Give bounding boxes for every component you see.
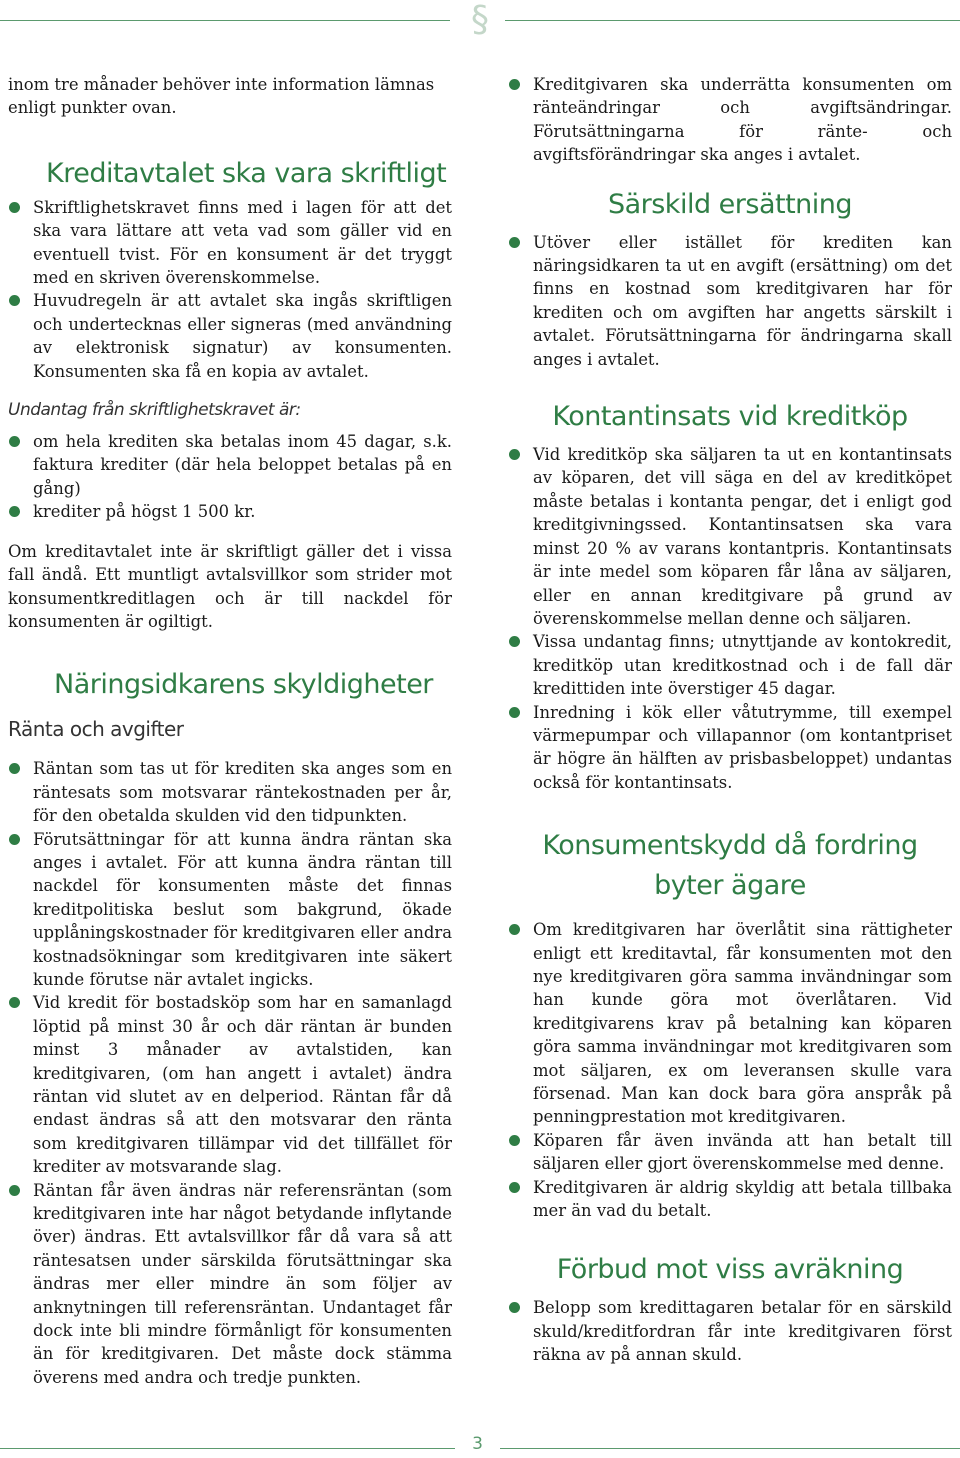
bullet-icon <box>9 202 20 213</box>
ranta-list <box>8 757 452 1389</box>
konsumentskydd-list <box>508 918 952 1222</box>
bullet-icon <box>509 1182 520 1193</box>
bullet-icon <box>9 763 20 774</box>
bullet-icon <box>509 636 520 647</box>
right-column <box>508 73 952 1367</box>
list-item-text: krediter på högst 1 500 kr. <box>33 502 256 522</box>
list-item <box>508 443 952 630</box>
heading-sarskild-ersattning: Särskild ersättning <box>607 188 853 220</box>
list-item <box>8 289 452 383</box>
list-item <box>8 430 452 500</box>
underratta-list <box>508 73 952 167</box>
bullet-icon <box>509 237 520 248</box>
list-item <box>8 757 452 827</box>
bullet-icon <box>509 79 520 90</box>
skriftligt-list <box>8 196 452 383</box>
list-item <box>8 500 452 523</box>
list-item <box>508 701 952 795</box>
list-item <box>508 918 952 1129</box>
list-item <box>508 630 952 700</box>
list-item-text: om hela krediten ska betalas inom 45 dagar, s.k. faktura krediter (där hela beloppet betalas på en gång) <box>33 432 452 498</box>
ogiltigt-paragraph: Om kreditavtalet inte är skriftligt gäller det i vissa fall ändå. Ett muntligt avtalsvillkor som strider mot konsumentkreditlagen och är till nackdel för konsumenten är ogiltigt. <box>8 541 452 631</box>
heading-konsumentskydd <box>508 826 952 906</box>
list-item <box>8 196 452 290</box>
list-item-text: Vid kredit för bostadsköp som har en samanlagd löptid på minst 30 år och där räntan är bunden minst 3 månader av avtalstiden, kan kreditgivaren, (om han angett i avtalet) ändra räntan vid slutet av en delperiod. Räntan får då endast ändras så att den motsvarar den ränta som kreditgivaren tillämpar vid det tillfället för krediter av motsvarande slag. <box>33 993 452 1177</box>
list-item <box>8 991 452 1178</box>
bullet-icon <box>509 707 520 718</box>
footer-rule-left <box>0 1448 455 1449</box>
list-item-text: Vissa undantag finns; utnyttjande av kontokredit, kreditköp utan kreditkostnad och i de fall där kredittiden inte överstiger 45 dagar. <box>533 632 952 699</box>
list-item-text: Utöver eller istället för krediten kan näringsidkaren ta ut en avgift (ersättning) om det finns en kostnad som kreditgivaren har för krediten och om avgiften har angetts särskilt i avtalet. Förutsättningarna för ändringarna skall anges i avtalet. <box>533 232 952 369</box>
bullet-icon <box>9 295 20 306</box>
heading-kontantinsats: Kontantinsats vid kreditköp <box>552 401 908 433</box>
sarskild-list <box>508 231 952 371</box>
kontantinsats-list <box>508 443 952 794</box>
heading-konsumentskydd-line2: byter ägare <box>654 870 806 902</box>
list-item <box>508 1176 952 1223</box>
list-item <box>508 1129 952 1176</box>
heading-konsumentskydd-line1: Konsumentskydd då fordring <box>542 830 918 862</box>
bullet-icon <box>9 1185 20 1196</box>
section-symbol: § <box>471 0 489 40</box>
list-item-text: Vid kreditköp ska säljaren ta ut en kontantinsats av köparen, det vill säga en del av kreditköpet måste betalas i kontanta pengar, det i enligt god kreditgivningssed. Kontantinsatsen ska vara minst 20 % av varans kontantpris. Kontantinsats är inte medel som köparen får låna av säljaren, eller en annan kreditgivare på grund av överenskommelse mellan denne och säljaren. <box>533 445 952 628</box>
heading-undantag: Undantag från skriftlighetskravet är: <box>8 400 301 421</box>
list-item-text: Förutsättningar för att kunna ändra räntan ska anges i avtalet. För att kunna ändra räntan till nackdel för konsumenten måste det finnas kreditpolitiska beslut som bakgrund, ökade upplåningskostnader för kreditgivaren eller andra kostnadsökningar som kreditgivaren inte säkert kunde förutse när avtalet ingicks. <box>33 829 452 989</box>
heading-ranta-avgifter: Ränta och avgifter <box>8 717 184 742</box>
list-item <box>508 73 952 167</box>
page-number: 3 <box>472 1434 483 1454</box>
bullet-icon <box>9 436 20 447</box>
bullet-icon <box>9 506 20 517</box>
heading-naringsidkarens: Näringsidkarens skyldigheter <box>54 669 433 701</box>
header-rule-right <box>505 20 960 21</box>
list-item-text: Kreditgivaren är aldrig skyldig att betala tillbaka mer än vad du betalt. <box>533 1177 952 1221</box>
page-footer <box>0 1434 960 1458</box>
list-item-text: Belopp som kredittagaren betalar för en särskild skuld/kreditfordran får inte kreditgivaren först räkna av på annan skuld. <box>533 1298 952 1365</box>
heading-forbud: Förbud mot viss avräkning <box>556 1254 904 1286</box>
bullet-icon <box>509 449 520 460</box>
footer-rule-right <box>500 1448 960 1449</box>
forbud-list <box>508 1296 952 1366</box>
left-column <box>8 73 452 1389</box>
list-item-text: Räntan som tas ut för krediten ska anges som en räntesats som motsvarar räntekostnaden per år, för den obetalda skulden vid den tidpunkten. <box>33 759 452 826</box>
list-item <box>508 231 952 371</box>
list-item-text: Huvudregeln är att avtalet ska ingås skriftligen och undertecknas eller signeras (med användning av elektronisk signatur) av konsumenten. Konsumenten ska få en kopia av avtalet. <box>33 291 452 381</box>
bullet-icon <box>9 834 20 845</box>
list-item-text: Kreditgivaren ska underrätta konsumenten om ränteändringar och avgiftsändringar. Förutsättningarna för ränte- och avgiftsförändringar ska anges i avtalet. <box>533 75 952 165</box>
intro-paragraph: inom tre månader behöver inte information lämnas enligt punkter ovan. <box>8 75 435 118</box>
list-item-text: Räntan får även ändras när referensräntan (som kreditgivaren inte har något betydande inflytande över) ändras. Ett avtalsvillkor får då vara så att räntesatsen under särskilda förutsättningar ska ändras mer eller mindre än som följer av anknytningen till referensräntan. Undantaget får dock inte bli mindre förmånligt för konsumenten än för kreditgivaren. Det måste dock stämma överens med andra och tredje punkten. <box>33 1180 452 1387</box>
list-item <box>8 1179 452 1390</box>
heading-kreditavtalet: Kreditavtalet ska vara skriftligt <box>46 157 447 189</box>
list-item-text: Skriftlighetskravet finns med i lagen för att det ska vara lättare att veta vad som gäller vid en eventuell tvist. För en konsument är det tryggt med en skriven överenskommelse. <box>33 197 452 288</box>
bullet-icon <box>9 997 20 1008</box>
bullet-icon <box>509 924 520 935</box>
bullet-icon <box>509 1135 520 1146</box>
list-item <box>508 1296 952 1366</box>
header-rule-left <box>0 20 450 21</box>
bullet-icon <box>509 1302 520 1313</box>
list-item-text: Om kreditgivaren har överlåtit sina rättigheter enligt ett kreditavtal, får konsumenten mot den nye kreditgivaren göra samma invändningar som han kunde göra mot överlåtaren. Vid kreditgivarens krav på betalning kan köparen göra samma invändningar mot kreditgivaren som mot säljaren, ex om leveransen skulle vara försenad. Man kan dock bara göra anspråk på penningprestation mot kreditgivaren. <box>533 920 952 1127</box>
undantag-list <box>8 430 452 524</box>
list-item <box>8 828 452 992</box>
list-item-text: Köparen får även invända att han betalt till säljaren eller gjort överenskommelse med denne. <box>533 1130 952 1174</box>
list-item-text: Inredning i kök eller våtutrymme, till exempel värmepumpar och villapannor (om kontantpriset är högre än hälften av prisbasbeloppet) undantas också för kontantinsats. <box>533 702 952 792</box>
